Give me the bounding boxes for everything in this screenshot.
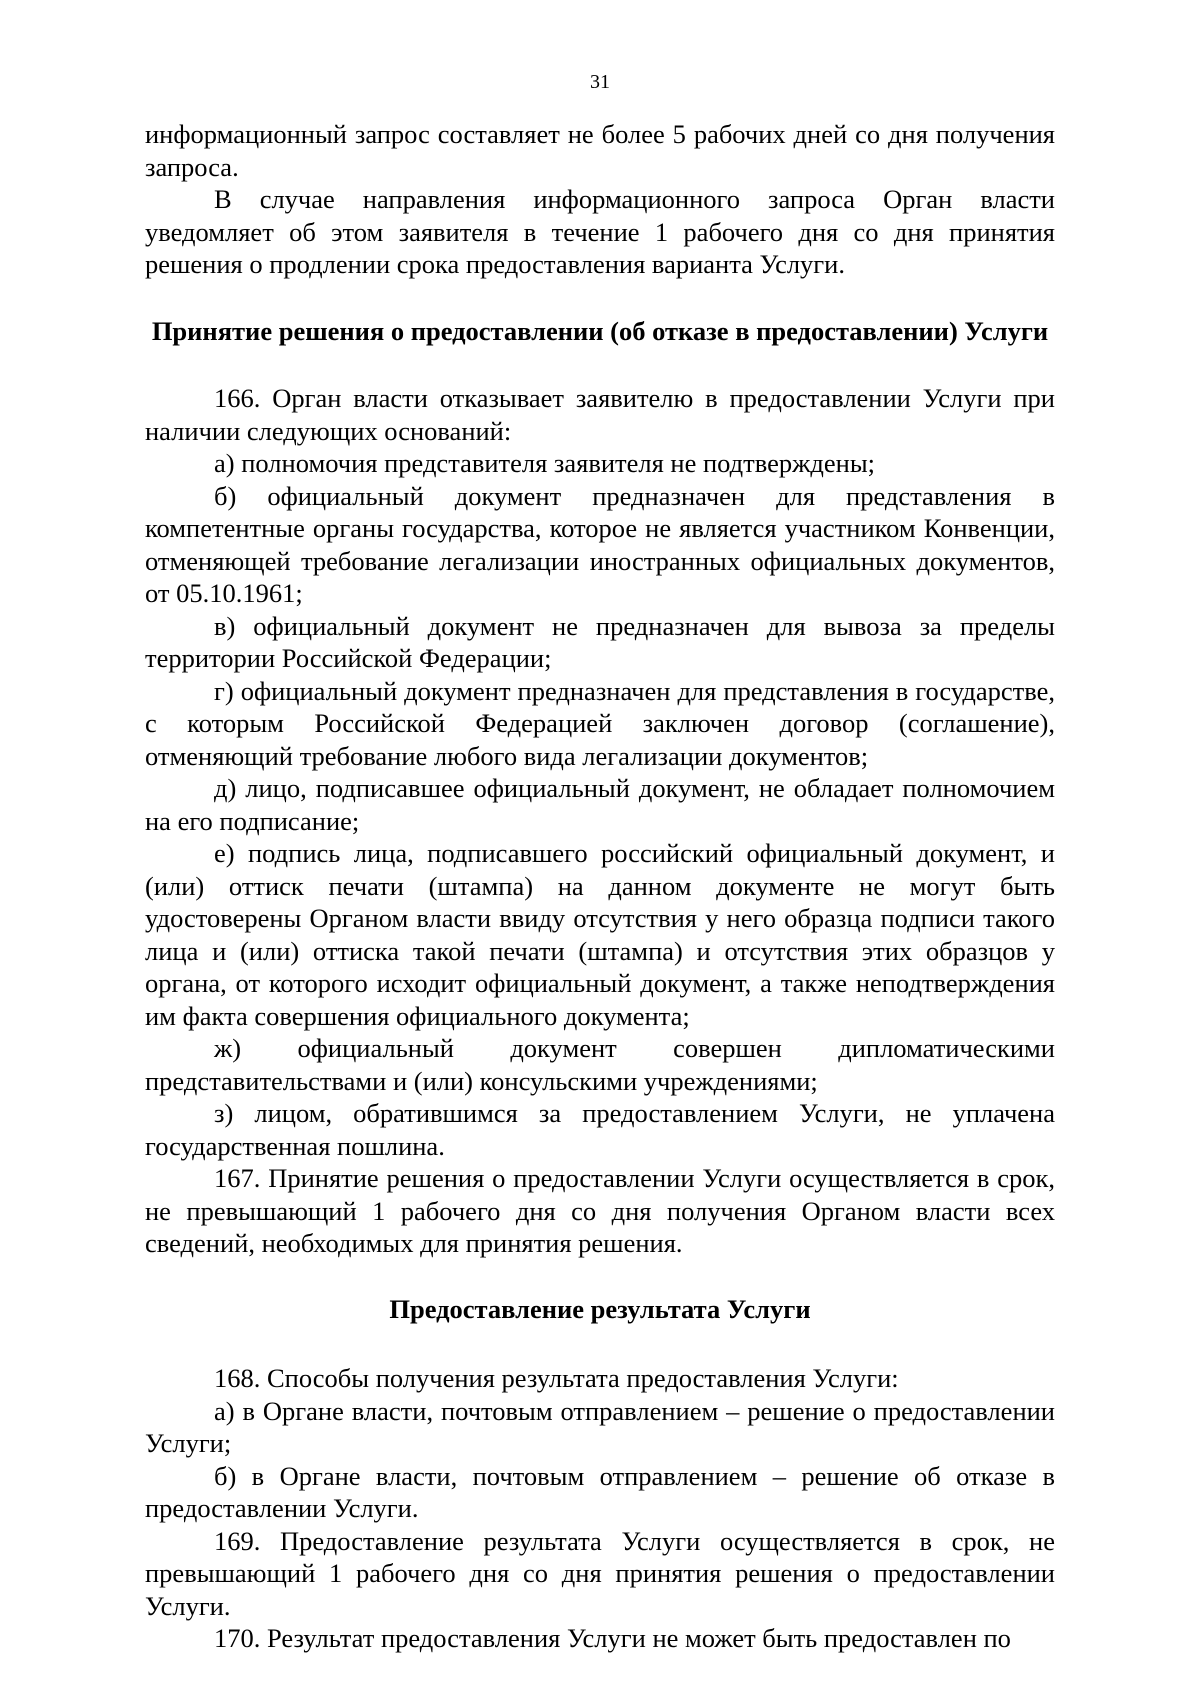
paragraph-166: 166. Орган власти отказывает заявителю в предоставлении Услуги при наличии следующих оснований: — [145, 383, 1055, 446]
list-item-166-v: в) официальный документ не предназначен для вывоза за пределы территории Российской Федерации; — [145, 610, 1055, 673]
list-item-168-a: а) в Органе власти, почтовым отправлением – решение о предоставлении Услуги; — [145, 1395, 1055, 1458]
paragraph-170: 170. Результат предоставления Услуги не может быть предоставлен по — [214, 1623, 1011, 1653]
list-item-166-e: е) подпись лица, подписавшего российский официальный документ, и (или) оттиск печати (штампа) на данном документе не могут быть удостоверены Органом власти ввиду отсутствия у него образца подписи такого лица и (или) оттиска такой печати (штампа) и отсутствия этих образцов у органа, от которого исходит официальный документ, а также неподтверждения им факта совершения официального документа; — [145, 838, 1055, 1031]
list-item-168-b: б) в Органе власти, почтовым отправлением – решение об отказе в предоставлении Услуги. — [145, 1460, 1055, 1523]
list-item-166-zh: ж) официальный документ совершен дипломатическими представительствами и (или) консульскими учреждениями; — [145, 1033, 1055, 1096]
section-heading-decision: Принятие решения о предоставлении (об отказе в предоставлении) Услуги — [151, 315, 1049, 346]
document-body — [145, 118, 1055, 1655]
list-item-166-d: д) лицо, подписавшее официальный документ, не обладает полномочием на его подписание; — [145, 773, 1055, 836]
section-heading-result: Предоставление результата Услуги — [389, 1293, 811, 1324]
page-number: 31 — [590, 71, 610, 93]
paragraph-169: 169. Предоставление результата Услуги осуществляется в срок, не превышающий 1 рабочего дня со дня принятия решения о предоставлении Услуги. — [145, 1525, 1055, 1621]
paragraph-167: 167. Принятие решения о предоставлении Услуги осуществляется в срок, не превышающий 1 рабочего дня со дня получения Органом власти всех сведений, необходимых для принятия решения. — [145, 1163, 1055, 1258]
paragraph-168: 168. Способы получения результата предоставления Услуги: — [214, 1363, 899, 1393]
list-item-166-g: г) официальный документ предназначен для представления в государстве, с которым Российской Федерацией заключен договор (соглашение), отменяющий требование любого вида легализации документов; — [145, 675, 1055, 771]
list-item-166-z: з) лицом, обратившимся за предоставлением Услуги, не уплачена государственная пошлина. — [145, 1098, 1055, 1161]
list-item-166-b: б) официальный документ предназначен для представления в компетентные органы государства, которое не является участником Конвенции, отменяющей требование легализации иностранных официальных документов, от 05.10.1961; — [145, 480, 1055, 608]
list-item-166-a: а) полномочия представителя заявителя не подтверждены; — [214, 448, 875, 478]
paragraph-notice: В случае направления информационного запроса Орган власти уведомляет об этом заявителя в течение 1 рабочего дня со дня принятия решения о продлении срока предоставления варианта Услуги. — [145, 184, 1055, 279]
paragraph-continuation: информационный запрос составляет не более 5 рабочих дней со дня получения запроса. — [145, 119, 1055, 182]
